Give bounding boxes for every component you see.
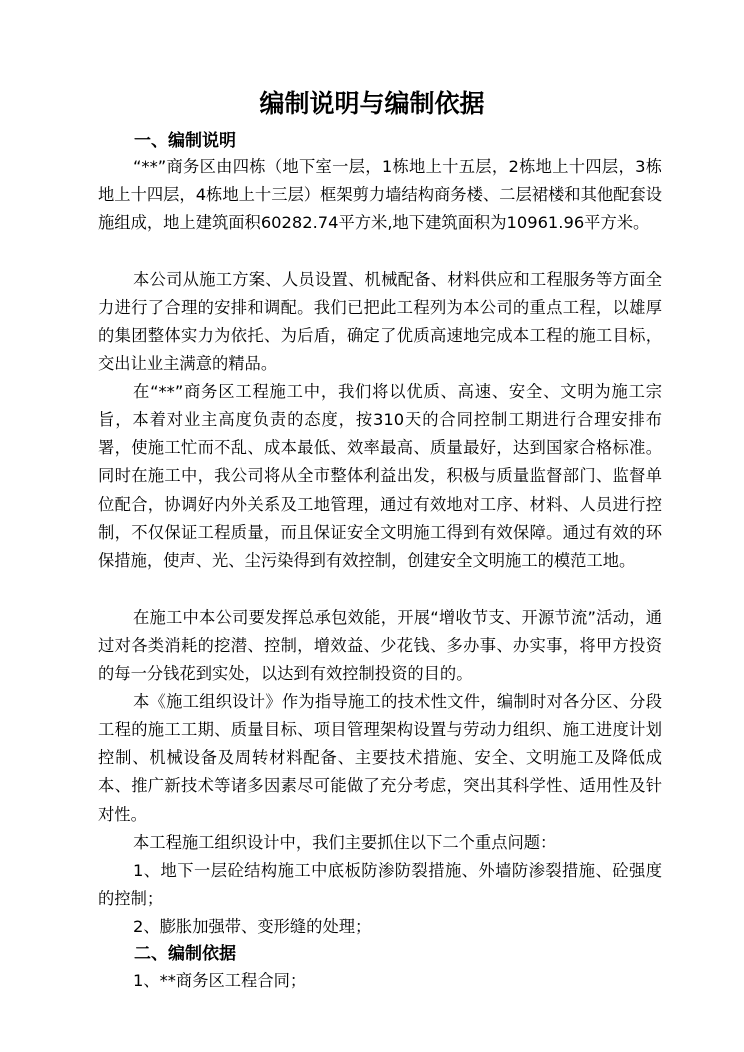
paragraph-key-issue-1: 1、地下一层砼结构施工中底板防渗防裂措施、外墙防渗裂措施、砼强度的控制； — [98, 861, 662, 909]
paragraph-company-arrangement: 本公司从施工方案、人员设置、机械配备、材料供应和工程服务等方面全力进行了合理的安排和调配。我们已把此工程列为本公司的重点工程，以雄厚的集团整体实力为依托、为后盾，确定了优质高速地完成本工程的施工目标，交出让业主满意的精品。 — [98, 270, 662, 374]
paragraph-project-overview: “**”商务区由四栋（地下室一层，1栋地上十五层，2栋地上十四层，3栋地上十四层，4栋地上十三层）框架剪力墙结构商务楼、二层裙楼和其他配套设施组成，地上建筑面积60282.74平方米,地下建筑面积为10961.96平方米。 — [98, 157, 662, 233]
paragraph-key-issues-intro: 本工程施工组织设计中，我们主要抓住以下二个重点问题： — [133, 833, 557, 852]
paragraph-organization-design: 本《施工组织设计》作为指导施工的技术性文件，编制时对各分区、分段工程的施工工期、质量目标、项目管理架构设置与劳动力组织、施工进度计划控制、机械设备及周转材料配备、主要技术措施、安全、文明施工及降低成本、推广新技术等诸多因素尽可能做了充分考虑，突出其科学性、适用性及针对性。 — [98, 692, 662, 824]
section-heading-compilation-basis: 二、编制依据 — [134, 944, 236, 964]
paragraph-construction-goals: 在“**”商务区工程施工中，我们将以优质、高速、安全、文明为施工宗旨，本着对业主高度负责的态度，按310天的合同控制工期进行合理安排布署，使施工忙而不乱、成本最低、效率最高、质量最好，达到国家合格标准。同时在施工中，我公司将从全市整体利益出发，积极与质量监督部门、监督单位配合，协调好内外关系及工地管理，通过有效地对工序、材料、人员进行控制，不仅保证工程质量，而且保证安全文明施工得到有效保障。通过有效的环保措施，使声、光、尘污染得到有效控制，创建安全文明施工的模范工地。 — [98, 382, 662, 570]
list-item-basis-1: 1、**商务区工程合同； — [133, 971, 307, 990]
paragraph-key-issue-2: 2、膨胀加强带、变形缝的处理； — [133, 917, 372, 936]
page-title: 编制说明与编制依据 — [259, 89, 485, 118]
section-heading-compilation-notes: 一、编制说明 — [134, 131, 236, 151]
paragraph-cost-control: 在施工中本公司要发挥总承包效能，开展“增收节支、开源节流”活动，通过对各类消耗的挖潜、控制，增效益、少花钱、多办事、办实事，将甲方投资的每一分钱花到实处，以达到有效控制投资的目的。 — [98, 608, 662, 684]
